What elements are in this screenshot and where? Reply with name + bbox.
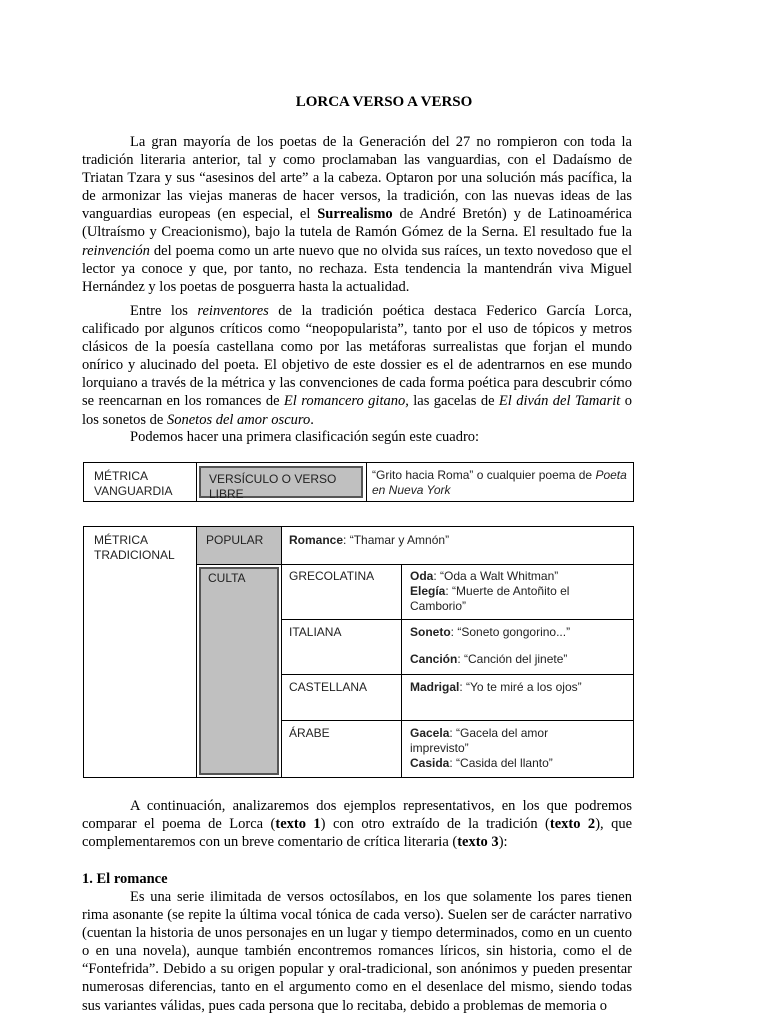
intro-paragraph: La gran mayoría de los poetas de la Generación del 27 no rompieron con toda la tradición literaria anterior, tal y como proclamaban las vanguardias, con el Dadaísmo de Triatan Tzara y sus “asesinos del arte” a la cabeza. Optaron por una solución más pacífica, la de armonizar las viejas maneras de hacer versos, la tradición, con las nuevas ideas de las vanguardias europeas (en especial, el Surrealismo de André Bretón) y de Latinoamérica (Ultraísmo y Creacionismo), bajo la tutela de Ramón Gómez de la Serna. El resultado fue la reinvención del poema como un arte nuevo que no olvida sus raíces, un texto novedoso que el lector ya conoce y que, por tanto, no rechaza. Esta tendencia la mantendrán viva Miguel Hernández y los poetas de posguerra hasta la actualidad.: [82, 134, 632, 295]
popular-cell: POPULAR: [197, 527, 281, 564]
italiana-examples: Soneto: “Soneto gongorino...” Canción: “Canción del jinete”: [410, 625, 571, 666]
castellana-label: CASTELLANA: [289, 680, 368, 694]
grecolatina-examples: Oda: “Oda a Walt Whitman” Elegía: “Muerte de Antoñito el Camborio”: [410, 569, 570, 613]
texts-paragraph: A continuación, analizaremos dos ejemplos representativos, en los que podremos comparar el poema de Lorca (texto 1) con otro extraído de la tradición (texto 2), que complementaremos con un breve comentario de crítica literaria (texto 3):: [82, 798, 633, 851]
romance-paragraph: Es una serie ilimitada de versos octosílabos, en los que solamente los pares tienen rima asonante (se repite la última vocal tónica de cada verso). Suelen ser de carácter narrativo (cuentan la historia de unos personajes en un lugar y tiempo determinados, como en un cuento o en una novela), aunque también encontremos romances líricos, sin historia, como el de “Fontefrida”. Debido a su origen popular y oral-tradicional, son anónimos y pueden presentar numerosas diferencias, tanto en el argumento como en el desenlace del mismo, siendo todas sus variantes válidas, pues cada persona que lo recitaba, debido a problemas de memoria o: [82, 889, 632, 1014]
vanguardia-label: MÉTRICA VANGUARDIA: [94, 469, 173, 498]
verso-libre-cell: VERSÍCULO O VERSO LIBRE: [199, 466, 363, 498]
grecolatina-label: GRECOLATINA: [289, 569, 375, 583]
section-heading-romance: 1. El romance: [82, 871, 168, 887]
castellana-example: Madrigal: “Yo te miré a los ojos”: [410, 680, 582, 694]
arabe-label: ÁRABE: [289, 726, 330, 740]
arabe-examples: Gacela: “Gacela del amor imprevisto” Casida: “Casida del llanto”: [410, 726, 553, 770]
table-tradicional: [83, 526, 634, 778]
italiana-label: ITALIANA: [289, 625, 342, 639]
reinventores-paragraph: Entre los reinventores de la tradición poética destaca Federico García Lorca, calificado por algunos críticos como “neopopularista”, tanto por el uso de tópicos y metros clásicos de la poesía castellana como por las metáforas surrealistas que forjan el mundo onírico y alucinado del poeta. El objetivo de este dossier es el de adentrarnos en ese mundo lorquiano a través de la métrica y las convenciones de cada forma poética para descubrir cómo se reencarnan en los romances de El romancero gitano, las gacelas de El diván del Tamarit o los sonetos de Sonetos del amor oscuro.: [82, 303, 632, 428]
vanguardia-example: “Grito hacia Roma” o cualquier poema de Poeta en Nueva York: [372, 468, 627, 497]
page-title: LORCA VERSO A VERSO: [295, 94, 473, 110]
romance-example: Romance: “Thamar y Amnón”: [289, 533, 450, 547]
culta-cell: CULTA: [199, 567, 279, 775]
table-vanguardia: [83, 462, 634, 502]
classification-intro: Podemos hacer una primera clasificación según este cuadro:: [130, 429, 480, 445]
tradicional-label: MÉTRICA TRADICIONAL: [94, 533, 175, 562]
